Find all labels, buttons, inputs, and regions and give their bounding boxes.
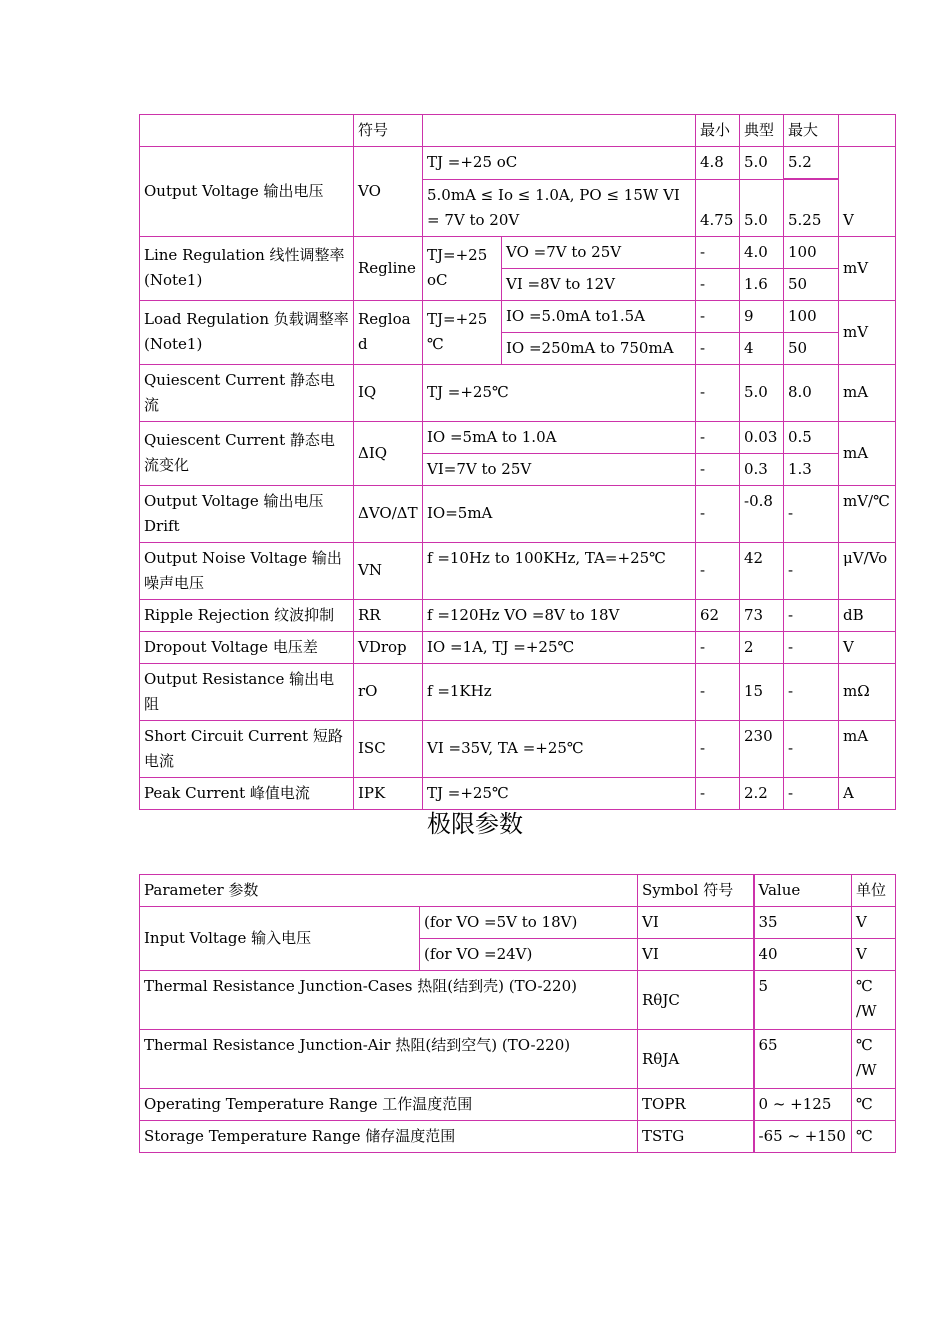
min-cell: - [696, 485, 740, 542]
symbol-cell: TSTG [638, 1121, 754, 1153]
param-cell: Quiescent Current 静态电流变化 [140, 421, 354, 485]
table-row [140, 1089, 896, 1121]
max-cell: 100 [784, 300, 839, 332]
cond-cell: (for VO =24V) [420, 939, 638, 971]
min-cell: - [696, 421, 740, 453]
symbol-cell: rO [354, 663, 423, 720]
cond-cell: VO =7V to 25V [502, 236, 696, 268]
header-param: Parameter 参数 [140, 875, 638, 907]
typ-cell: 42 [740, 542, 784, 599]
header-row [140, 875, 896, 907]
table-row [140, 236, 896, 268]
param-cell: Output Resistance 输出电阻 [140, 663, 354, 720]
table-row [140, 663, 896, 720]
min-cell: 4.8 [696, 147, 740, 180]
absolute-max-ratings-table [139, 874, 896, 1153]
param-cell: Short Circuit Current 短路电流 [140, 720, 354, 777]
min-cell: - [696, 663, 740, 720]
unit-cell: V [852, 939, 896, 971]
max-cell: 8.0 [784, 364, 839, 421]
param-cell: Output Noise Voltage 输出噪声电压 [140, 542, 354, 599]
typ-cell: 5.0 [740, 147, 784, 180]
typ-cell: 0.03 [740, 421, 784, 453]
cond-cell: f =120Hz VO =8V to 18V [423, 599, 696, 631]
max-cell: - [784, 631, 839, 663]
cond-cell: IO =1A, TJ =+25℃ [423, 631, 696, 663]
max-cell: 0.5 [784, 421, 839, 453]
max-cell: 5.2 [784, 147, 839, 180]
symbol-cell: ISC [354, 720, 423, 777]
max-cell: 100 [784, 236, 839, 268]
symbol-cell: ΔVO/ΔT [354, 485, 423, 542]
cond-cell: IO =250mA to 750mA [502, 332, 696, 364]
max-cell: - [784, 485, 839, 542]
value-cell: 0 ~ +125 [754, 1089, 852, 1121]
min-cell: 4.75 [696, 179, 740, 236]
min-cell: 62 [696, 599, 740, 631]
unit-cell: ℃ [852, 1121, 896, 1153]
cond-cell: TJ =+25℃ [423, 777, 696, 809]
header-row [140, 115, 896, 147]
section-title: 极限参数 [427, 810, 523, 838]
unit-cell: ℃ /W [852, 971, 896, 1030]
unit-cell: mA [839, 720, 896, 777]
typ-cell: 15 [740, 663, 784, 720]
param-cell: Thermal Resistance Junction-Cases 热阻(结到壳) (TO-220) [140, 971, 638, 1030]
max-cell: - [784, 663, 839, 720]
min-cell: - [696, 777, 740, 809]
table-row [140, 720, 896, 777]
typ-cell: -0.8 [740, 485, 784, 542]
cond-cell: f =10Hz to 100KHz, TA=+25℃ [423, 542, 696, 599]
typ-cell: 5.0 [740, 179, 784, 236]
unit-cell: mV/℃ [839, 485, 896, 542]
electrical-characteristics-table [139, 114, 896, 810]
unit-cell: ℃ /W [852, 1030, 896, 1089]
min-cell: - [696, 542, 740, 599]
param-cell: Load Regulation 负载调整率 (Note1) [140, 300, 354, 364]
cond-cell: VI=7V to 25V [423, 453, 696, 485]
symbol-cell: VO [354, 147, 423, 237]
table-row [140, 1121, 896, 1153]
tj-cell: TJ=+25℃ [423, 300, 502, 364]
param-cell: Peak Current 峰值电流 [140, 777, 354, 809]
symbol-cell: Regline [354, 236, 423, 300]
unit-cell: mA [839, 421, 896, 485]
value-cell: 65 [754, 1030, 852, 1089]
table-row [140, 599, 896, 631]
max-cell: - [784, 542, 839, 599]
symbol-cell: RθJA [638, 1030, 754, 1089]
cond-cell: (for VO =5V to 18V) [420, 907, 638, 939]
table-row [140, 421, 896, 453]
header-max: 最大 [784, 115, 839, 147]
header-unit: 单位 [852, 875, 896, 907]
header-value: Value [754, 875, 852, 907]
value-cell: 35 [754, 907, 852, 939]
symbol-cell: VI [638, 939, 754, 971]
header-typ: 典型 [740, 115, 784, 147]
max-cell: 5.25 [784, 179, 839, 236]
symbol-cell: RR [354, 599, 423, 631]
symbol-cell: RθJC [638, 971, 754, 1030]
param-cell: Input Voltage 输入电压 [140, 907, 420, 971]
param-cell: Operating Temperature Range 工作温度范围 [140, 1089, 638, 1121]
header-symbol: Symbol 符号 [638, 875, 754, 907]
unit-cell: μV/Vo [839, 542, 896, 599]
cond-cell: IO=5mA [423, 485, 696, 542]
typ-cell: 2.2 [740, 777, 784, 809]
typ-cell: 230 [740, 720, 784, 777]
min-cell: - [696, 268, 740, 300]
max-cell: - [784, 720, 839, 777]
table-row [140, 300, 896, 332]
unit-cell: mV [839, 300, 896, 364]
typ-cell: 1.6 [740, 268, 784, 300]
symbol-cell: IQ [354, 364, 423, 421]
cond-cell: TJ =+25 oC [423, 147, 696, 180]
param-cell: Output Voltage 输出电压 [140, 147, 354, 237]
max-cell: 50 [784, 332, 839, 364]
min-cell: - [696, 364, 740, 421]
param-cell: Quiescent Current 静态电流 [140, 364, 354, 421]
unit-cell: ℃ [852, 1089, 896, 1121]
symbol-cell: VI [638, 907, 754, 939]
max-cell: - [784, 599, 839, 631]
unit-cell: V [839, 631, 896, 663]
header-param [140, 115, 354, 147]
header-cond [423, 115, 696, 147]
unit-cell: A [839, 777, 896, 809]
typ-cell: 2 [740, 631, 784, 663]
typ-cell: 0.3 [740, 453, 784, 485]
cond-cell: IO =5mA to 1.0A [423, 421, 696, 453]
typ-cell: 5.0 [740, 364, 784, 421]
min-cell: - [696, 631, 740, 663]
max-cell: 50 [784, 268, 839, 300]
header-min: 最小 [696, 115, 740, 147]
max-cell: - [784, 777, 839, 809]
unit-cell: mΩ [839, 663, 896, 720]
cond-cell: 5.0mA ≤ Io ≤ 1.0A, PO ≤ 15W VI = 7V to 20V [423, 179, 696, 236]
unit-cell: V [852, 907, 896, 939]
tj-cell: TJ=+25 oC [423, 236, 502, 300]
typ-cell: 4.0 [740, 236, 784, 268]
symbol-cell: ΔIQ [354, 421, 423, 485]
header-symbol: 符号 [354, 115, 423, 147]
unit-cell: V [839, 147, 896, 237]
table-row [140, 364, 896, 421]
param-cell: Storage Temperature Range 储存温度范围 [140, 1121, 638, 1153]
value-cell: -65 ~ +150 [754, 1121, 852, 1153]
table-row [140, 147, 896, 180]
cond-cell: TJ =+25℃ [423, 364, 696, 421]
table-row [140, 971, 896, 1030]
header-unit [839, 115, 896, 147]
typ-cell: 9 [740, 300, 784, 332]
symbol-cell: VN [354, 542, 423, 599]
symbol-cell: TOPR [638, 1089, 754, 1121]
table-row [140, 485, 896, 542]
typ-cell: 4 [740, 332, 784, 364]
unit-cell: mV [839, 236, 896, 300]
min-cell: - [696, 720, 740, 777]
param-cell: Ripple Rejection 纹波抑制 [140, 599, 354, 631]
cond-cell: IO =5.0mA to1.5A [502, 300, 696, 332]
min-cell: - [696, 300, 740, 332]
param-cell: Output Voltage 输出电压 Drift [140, 485, 354, 542]
table-row [140, 542, 896, 599]
symbol-cell: Regload [354, 300, 423, 364]
min-cell: - [696, 236, 740, 268]
param-cell: Thermal Resistance Junction-Air 热阻(结到空气) (TO-220) [140, 1030, 638, 1089]
table-row [140, 907, 896, 939]
unit-cell: mA [839, 364, 896, 421]
table-row [140, 631, 896, 663]
max-cell: 1.3 [784, 453, 839, 485]
cond-cell: VI =8V to 12V [502, 268, 696, 300]
symbol-cell: VDrop [354, 631, 423, 663]
symbol-cell: IPK [354, 777, 423, 809]
unit-cell: dB [839, 599, 896, 631]
cond-cell: f =1KHz [423, 663, 696, 720]
min-cell: - [696, 332, 740, 364]
table-row [140, 1030, 896, 1089]
typ-cell: 73 [740, 599, 784, 631]
cond-cell: VI =35V, TA =+25℃ [423, 720, 696, 777]
value-cell: 40 [754, 939, 852, 971]
param-cell: Dropout Voltage 电压差 [140, 631, 354, 663]
value-cell: 5 [754, 971, 852, 1030]
min-cell: - [696, 453, 740, 485]
param-cell: Line Regulation 线性调整率 (Note1) [140, 236, 354, 300]
